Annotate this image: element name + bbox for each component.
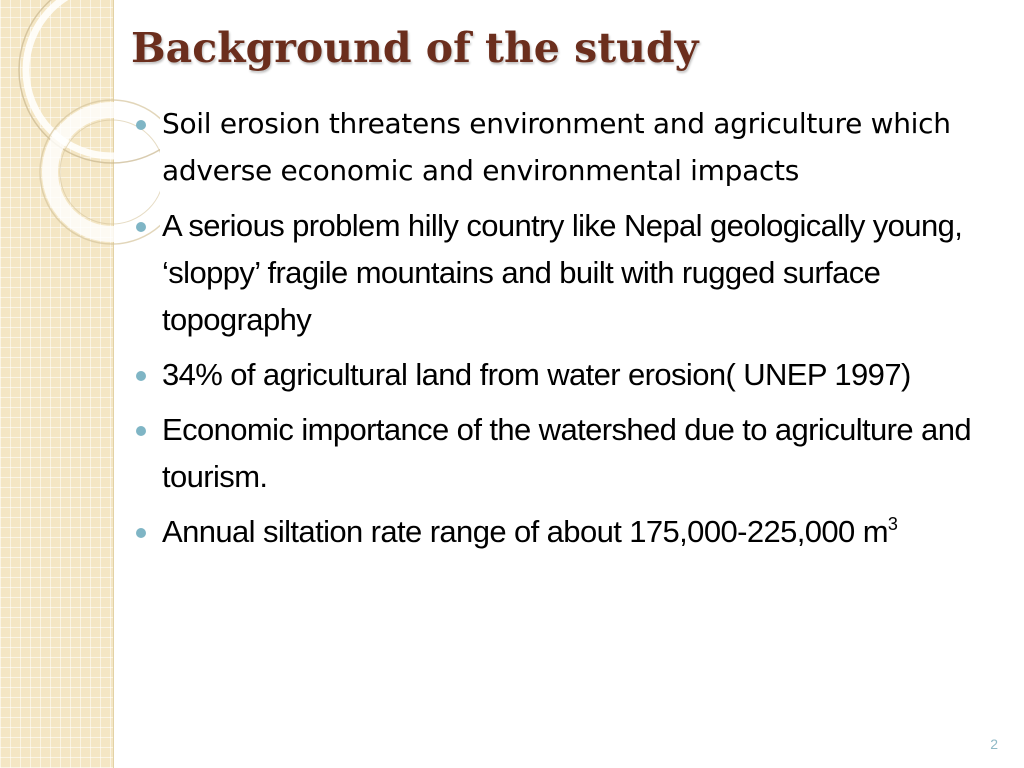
bullet-item <box>134 406 1004 500</box>
bullet-item <box>134 351 1004 398</box>
bullet-item <box>134 508 1004 555</box>
bullet-marker-icon <box>136 426 146 436</box>
bullet-item <box>134 202 1004 343</box>
superscript: 3 <box>887 514 898 534</box>
bullet-text: Annual siltation rate range of about 175,000-225,000 m <box>162 514 888 549</box>
bullet-text: A serious problem hilly country like Nepal geologically young, ‘sloppy’ fragile mountains and built with rugged surface topography <box>162 208 963 337</box>
bullet-marker-icon <box>136 120 146 130</box>
bullet-text: Soil erosion threatens environment and agriculture which adverse economic and environmental impacts <box>162 107 951 187</box>
bullet-text: 34% of agricultural land from water erosion( UNEP 1997) <box>162 357 911 392</box>
bullet-marker-icon <box>136 222 146 232</box>
slide-title: Background of the study <box>131 24 699 72</box>
decorative-side-band <box>0 0 114 768</box>
bullet-marker-icon <box>136 528 146 538</box>
page-number: 2 <box>990 736 998 752</box>
bullet-text: Economic importance of the watershed due to agriculture and tourism. <box>162 412 971 494</box>
bullet-marker-icon <box>136 371 146 381</box>
bullet-item <box>134 100 1004 194</box>
bullet-list <box>134 100 1004 563</box>
